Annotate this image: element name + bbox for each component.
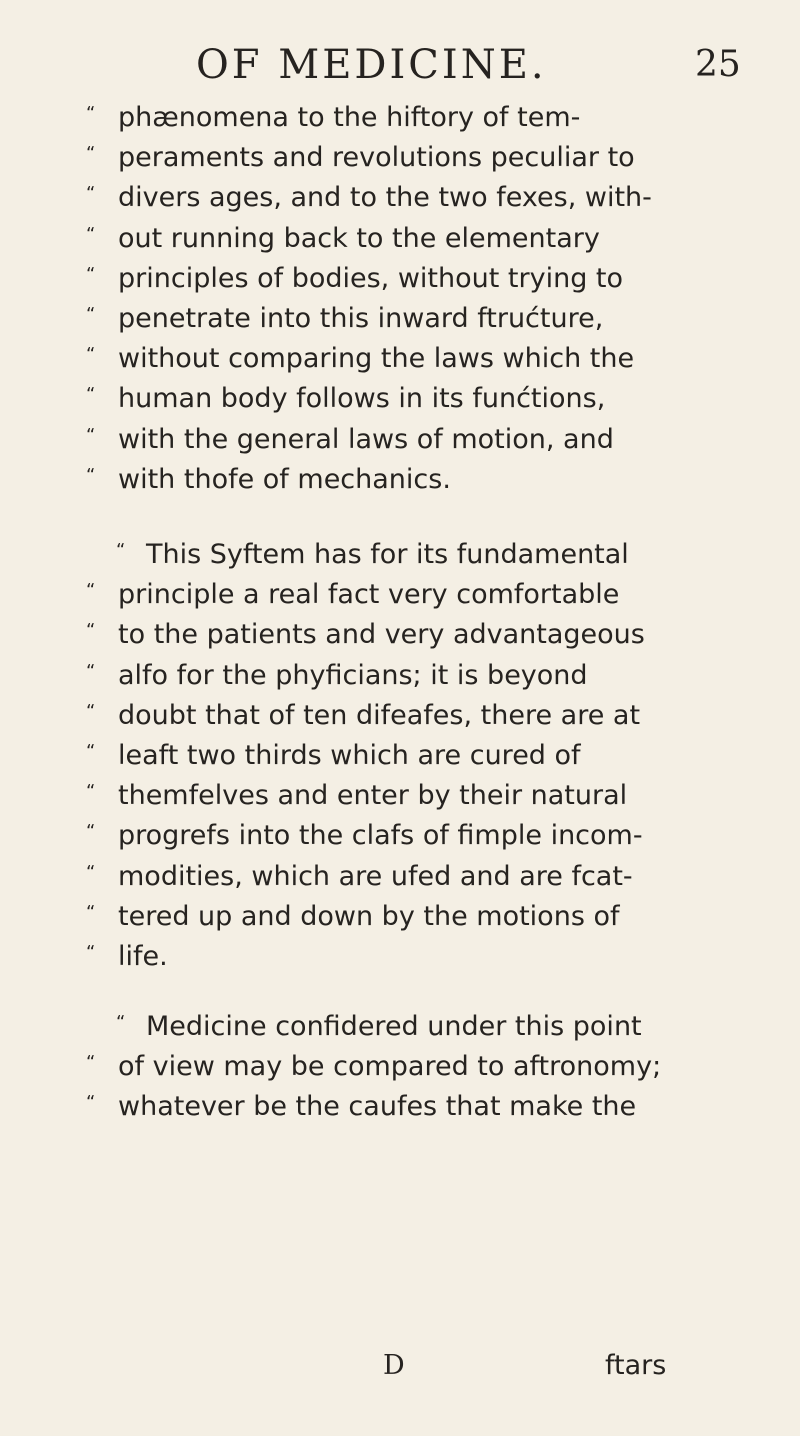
- text-line: [0, 219, 800, 259]
- text-line: [0, 339, 800, 379]
- text-line: [0, 535, 800, 575]
- line-text: themfelves and enter by their natural: [118, 780, 628, 812]
- text-line: [0, 1007, 800, 1047]
- quote-mark: “: [86, 103, 96, 124]
- quote-mark: “: [86, 1052, 96, 1074]
- page-number: 25: [695, 44, 741, 85]
- text-line: [0, 656, 800, 696]
- line-text: progrefs into the clafs of fimple incom-: [118, 820, 643, 852]
- line-text: human body follows in its funćtions,: [118, 383, 606, 415]
- text-line: [0, 178, 800, 218]
- text-line: [0, 857, 800, 897]
- line-text: alfo for the phyficians; it is beyond: [118, 659, 588, 691]
- line-text: phænomena to the hiftory of tem-: [118, 102, 581, 133]
- quote-mark: “: [116, 1012, 126, 1033]
- text-line: [0, 420, 800, 460]
- line-text: with the general laws of motion, and: [118, 423, 614, 455]
- catchword: ftars: [605, 1350, 667, 1381]
- quote-mark: “: [86, 741, 96, 762]
- quote-mark: “: [86, 464, 96, 486]
- quote-mark: “: [86, 700, 96, 722]
- quote-mark: “: [116, 540, 126, 561]
- quote-mark: “: [86, 821, 96, 843]
- line-text: leaft two thirds which are cured of: [118, 740, 581, 771]
- text-line: [0, 897, 800, 937]
- line-text: peraments and revolutions peculiar to: [118, 142, 635, 174]
- text-line: [0, 259, 800, 299]
- line-text: of view may be compared to aftronomy;: [118, 1051, 662, 1083]
- line-text: Medicine confidered under this point: [146, 1011, 642, 1042]
- quote-mark: “: [86, 384, 96, 406]
- text-line: [0, 736, 800, 776]
- text-line: [0, 696, 800, 736]
- line-text: divers ages, and to the two fexes, with-: [118, 182, 652, 214]
- running-head: OF MEDICINE.: [196, 42, 547, 88]
- quote-mark: “: [86, 263, 96, 285]
- text-line: [0, 460, 800, 500]
- quote-mark: “: [86, 942, 96, 963]
- text-line: [0, 1047, 800, 1087]
- quote-mark: “: [86, 183, 96, 205]
- line-text: principle a real fact very comfortable: [118, 579, 620, 611]
- text-line: [0, 98, 800, 138]
- text-line: [0, 299, 800, 339]
- quote-mark: “: [86, 660, 96, 682]
- text-line: [0, 379, 800, 419]
- line-text: life.: [118, 941, 168, 972]
- quote-mark: “: [86, 1092, 96, 1114]
- line-text: without comparing the laws which the: [118, 343, 635, 375]
- quote-mark: “: [86, 781, 96, 803]
- quote-mark: “: [86, 861, 96, 883]
- quote-mark: “: [86, 901, 96, 923]
- text-line: [0, 776, 800, 816]
- line-text: out running back to the elementary: [118, 222, 600, 254]
- text-line: [0, 1087, 800, 1127]
- text-line: [0, 138, 800, 178]
- line-text: penetrate into this inward ftrućture,: [118, 303, 604, 334]
- quote-mark: “: [86, 344, 96, 366]
- line-text: to the patients and very advantageous: [118, 619, 645, 651]
- text-line: [0, 575, 800, 615]
- page-header: [0, 28, 800, 88]
- line-text: This Syftem has for its fundamental: [146, 539, 629, 570]
- quote-mark: “: [86, 304, 96, 325]
- text-line: [0, 816, 800, 856]
- quote-mark: “: [86, 424, 96, 446]
- line-text: with thofe of mechanics.: [118, 463, 451, 495]
- line-text: principles of bodies, without trying to: [118, 262, 624, 294]
- page-footer: [0, 1350, 800, 1396]
- text-line: [0, 937, 800, 977]
- line-text: modities, which are ufed and are fcat-: [118, 860, 633, 892]
- quote-mark: “: [86, 620, 96, 642]
- line-text: tered up and down by the motions of: [118, 900, 620, 932]
- quote-mark: “: [86, 580, 96, 602]
- quote-mark: “: [86, 143, 96, 165]
- quote-mark: “: [86, 223, 96, 245]
- signature-mark: D: [383, 1350, 405, 1381]
- line-text: whatever be the caufes that make the: [118, 1091, 637, 1123]
- text-line: [0, 615, 800, 655]
- line-text: doubt that of ten difeafes, there are at: [118, 699, 641, 731]
